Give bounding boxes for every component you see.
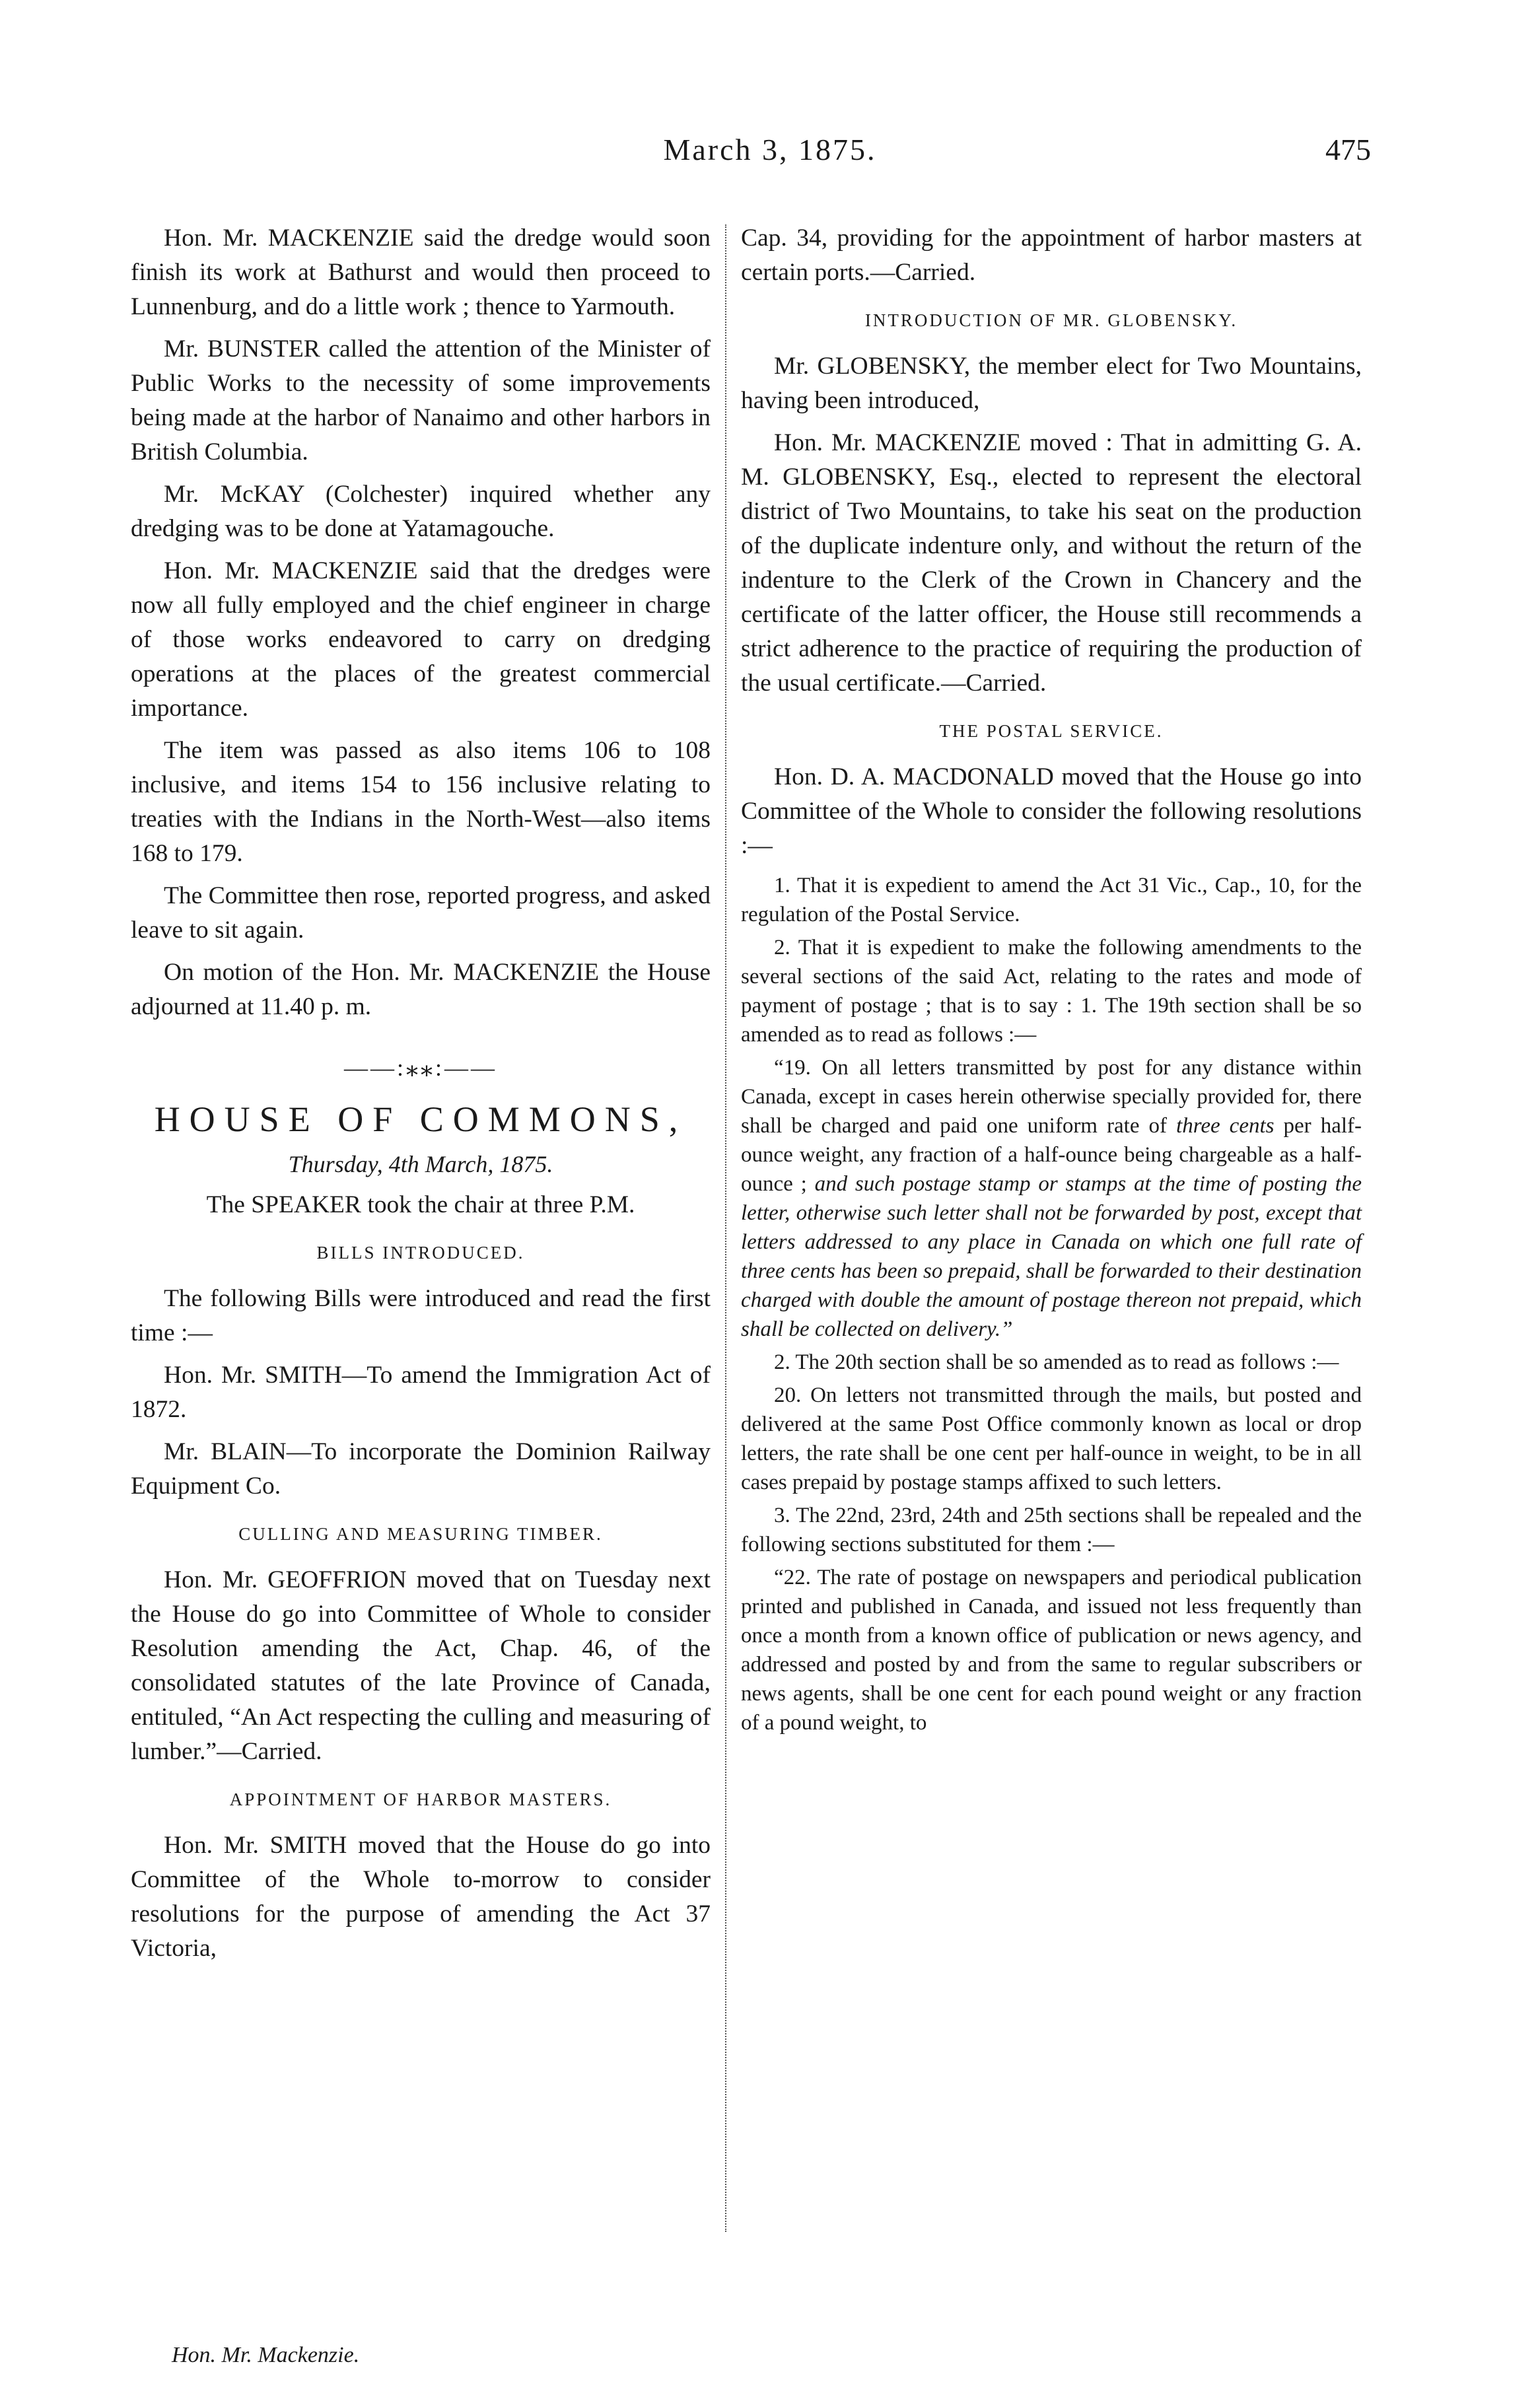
section-22-text: “22. The rate of postage on newspapers and periodical publication printed and published in Canada, and issued not less frequently than once a month from a known office of publication or news agency, and addressed and posted by and from the same to regular subscribers or news agents, shall be one cent for each pound weight or any fraction of a pound weight, to	[741, 1566, 1362, 1735]
resolutions-block	[741, 871, 1362, 1737]
bills-intro: The following Bills were introduced and read the first time :—	[131, 1285, 711, 1346]
section-19-three-cents: three cents	[1176, 1114, 1275, 1138]
left-column	[131, 221, 711, 1974]
section-19-italic-clause: and such postage stamp or stamps at the time of posting the letter, otherwise such letter shall not be forwarded by post, except that letters addressed to any place in Canada on which one full rate of three cents has been so prepaid, shall be forwarded to their destination charged with double the amount of postage thereon not prepaid, which shall be collected on delivery.”	[741, 1172, 1362, 1341]
section-20-text: 20. On letters not transmitted through the mails, but posted and delivered at the same Post Office commonly known as local or drop letters, the rate shall be one cent per half-ounce in weight, to be in all cases prepaid by postage stamps affixed to such letters.	[741, 1383, 1362, 1494]
section-divider: ——:⁎⁎:——	[343, 1055, 497, 1081]
paragraph-mackenzie-dredge: Hon. Mr. MACKENZIE said the dredge would soon finish its work at Bathurst and would then proceed to Lunnenburg, and do a little work ; thence to Yarmouth.	[131, 225, 711, 320]
harbor-masters-heading: APPOINTMENT OF HARBOR MASTERS.	[229, 1789, 612, 1809]
culling-timber-heading: CULLING AND MEASURING TIMBER.	[238, 1524, 603, 1544]
paragraph-smith-harbor: Hon. Mr. SMITH moved that the House do go into Committee of the Whole to-morrow to consider resolutions for the purpose of amending the Act 37 Victoria,	[131, 1832, 711, 1962]
page-date-title: March 3, 1875.	[663, 133, 877, 166]
paragraph-bunster: Mr. BUNSTER called the attention of the Minister of Public Works to the necessity of some improvements being made at the harbor of Nanaimo and other harbors in British Columbia.	[131, 335, 711, 466]
section-19-text	[741, 1053, 1362, 1344]
paragraph-geoffrion: Hon. Mr. GEOFFRION moved that on Tuesday next the House do go into Committee of Whole to consider Resolution amending the Act, Chap. 46, of the consolidated statutes of the late Province of Canada, entituled, “An Act respecting the culling and measuring of lumber.”—Carried.	[131, 1566, 711, 1765]
paragraph-committee-rose: The Committee then rose, reported progress, and asked leave to sit again.	[131, 882, 711, 944]
paragraph-mackenzie-motion: Hon. Mr. MACKENZIE moved : That in admitting G. A. M. GLOBENSKY, Esq., elected to represent the electoral district of Two Mountains, to take his seat on the production of the duplicate indenture only, and without the return of the indenture to the Clerk of the Crown in Chancery and the certificate of the latter officer, the House still recommends a strict adherence to the practice of requiring the production of the usual certificate.—Carried.	[741, 429, 1362, 697]
globensky-heading: INTRODUCTION OF MR. GLOBENSKY.	[864, 310, 1238, 330]
resolution-3: 3. The 22nd, 23rd, 24th and 25th sections shall be repealed and the following sections substituted for them :—	[741, 1504, 1362, 1556]
paragraph-items-passed: The item was passed as also items 106 to 108 inclusive, and items 154 to 156 inclusive relating to treaties with the Indians in the North-West—also items 168 to 179.	[131, 737, 711, 867]
resolution-2: 2. That it is expedient to make the following amendments to the several sections of the said Act, relating to the rates and mode of payment of postage ; that is to say : 1. The 19th section shall be so amended as to read as follows :—	[741, 936, 1362, 1047]
paragraph-mckay: Mr. McKAY (Colchester) inquired whether any dredging was to be done at Yatamagouche.	[131, 481, 711, 542]
section-19-part-a: “19. On all letters transmitted by post for any distance within Canada, except in cases herein otherwise specially provided for, there shall be charged and paid one uniform rate of	[741, 1056, 1362, 1138]
paragraph-macdonald-motion: Hon. D. A. MACDONALD moved that the House go into Committee of the Whole to consider the following resolutions :—	[741, 763, 1362, 859]
bill-smith: Hon. Mr. SMITH—To amend the Immigration Act of 1872.	[131, 1362, 711, 1423]
house-of-commons-heading: HOUSE OF COMMONS,	[154, 1099, 687, 1139]
bills-introduced-heading: BILLS INTRODUCED.	[316, 1243, 525, 1263]
section-19-part-b: per half-ounce weight, any fraction of a half-ounce being chargeable as a half-ounce ;	[741, 1114, 1362, 1196]
page-header	[0, 132, 1540, 185]
paragraph-harbor-continued: Cap. 34, providing for the appointment of harbor masters at certain ports.—Carried.	[741, 225, 1362, 286]
right-column	[741, 221, 1362, 1741]
paragraph-globensky-introduced: Mr. GLOBENSKY, the member elect for Two Mountains, having been introduced,	[741, 353, 1362, 414]
speaker-line: The SPEAKER took the chair at three P.M.	[206, 1191, 635, 1218]
sitting-date: Thursday, 4th March, 1875.	[288, 1151, 553, 1177]
footer-speaker-name: Hon. Mr. Mackenzie.	[172, 2343, 360, 2367]
paragraph-adjourned: On motion of the Hon. Mr. MACKENZIE the House adjourned at 11.40 p. m.	[131, 959, 711, 1020]
bill-blain: Mr. BLAIN—To incorporate the Dominion Railway Equipment Co.	[131, 1438, 711, 1500]
postal-service-heading: THE POSTAL SERVICE.	[939, 721, 1164, 741]
column-divider	[725, 225, 726, 2232]
paragraph-mackenzie-dredges: Hon. Mr. MACKENZIE said that the dredges were now all fully employed and the chief engineer in charge of those works endeavored to carry on dredging operations at the places of the greatest commercial importance.	[131, 557, 711, 722]
resolution-1: 1. That it is expedient to amend the Act 31 Vic., Cap., 10, for the regulation of the Postal Service.	[741, 874, 1362, 926]
page-number: 475	[1325, 133, 1371, 166]
resolution-2b: 2. The 20th section shall be so amended as to read as follows :—	[774, 1350, 1339, 1374]
